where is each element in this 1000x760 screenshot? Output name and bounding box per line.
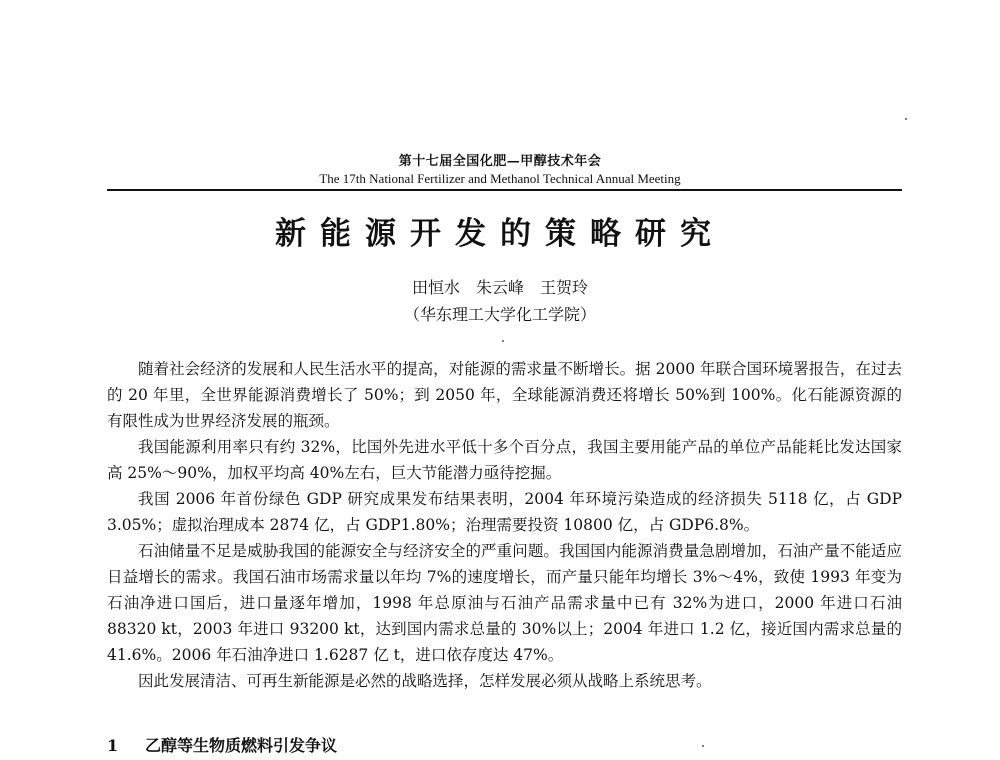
conference-title-en: The 17th National Fertilizer and Methanol Technical Annual Meeting [319, 171, 681, 186]
section-title: 乙醇等生物质燃料引发争议 [145, 736, 338, 755]
conference-title-zh: 第十七届全国化肥—甲醇技术年会 [398, 154, 602, 169]
section-number: 1 [107, 736, 119, 755]
header-rule [107, 189, 902, 191]
body-text [107, 356, 902, 694]
paragraph: 石油储量不足是威胁我国的能源安全与经济安全的严重问题。我国国内能源消费量急剧增加，石油产量不能适应日益增长的需求。我国石油市场需求量以年均 7%的速度增长，而产量只能年均增长 3%～4%，致使 1993 年变为石油净进口国后，进口量逐年增加，1998 年总原油与石油产品需求量中已有 32%为进口，2000 年进口石油 88320 kt，2003 年进口 93200 kt，达到国内需求总量的 30%以上；2004 年进口 1.2 亿，接近国内需求总量的 41.6%。2006 年石油净进口 1.6287 亿 t，进口依存度达 47%。 [107, 542, 902, 664]
paper-authors: 田恒水 朱云峰 王贺玲 [411, 278, 588, 297]
section-heading [107, 733, 337, 756]
paragraph: 我国 2006 年首份绿色 GDP 研究成果发布结果表明，2004 年环境污染造成的经济损失 5118 亿，占 GDP 3.05%；虚拟治理成本 2874 亿，占 GDP1.80%；治理需要投资 10800 亿，占 GDP6.8%。 [107, 490, 902, 534]
paragraph: 因此发展清洁、可再生新能源是必然的战略选择，怎样发展必须从战略上系统思考。 [138, 672, 712, 690]
scan-speck [905, 118, 907, 120]
paper-affiliation: （华东理工大学化工学院） [403, 305, 596, 324]
paragraph: 我国能源利用率只有约 32%，比国外先进水平低十多个百分点，我国主要用能产品的单位产品能耗比发达国家高 25%～90%，加权平均高 40%左右，巨大节能潜力亟待挖掘。 [107, 438, 902, 482]
scan-speck [502, 340, 504, 342]
paragraph: 随着社会经济的发展和人民生活水平的提高，对能源的需求量不断增长。据 2000 年联合国环境署报告，在过去的 20 年里，全世界能源消费增长了 50%；到 2050 年，全球能源消费还将增长 50%到 100%。化石能源资源的有限性成为世界经济发展的瓶颈。 [107, 360, 902, 430]
paper-title: 新能源开发的策略研究 [275, 216, 725, 252]
scan-speck [702, 745, 704, 747]
